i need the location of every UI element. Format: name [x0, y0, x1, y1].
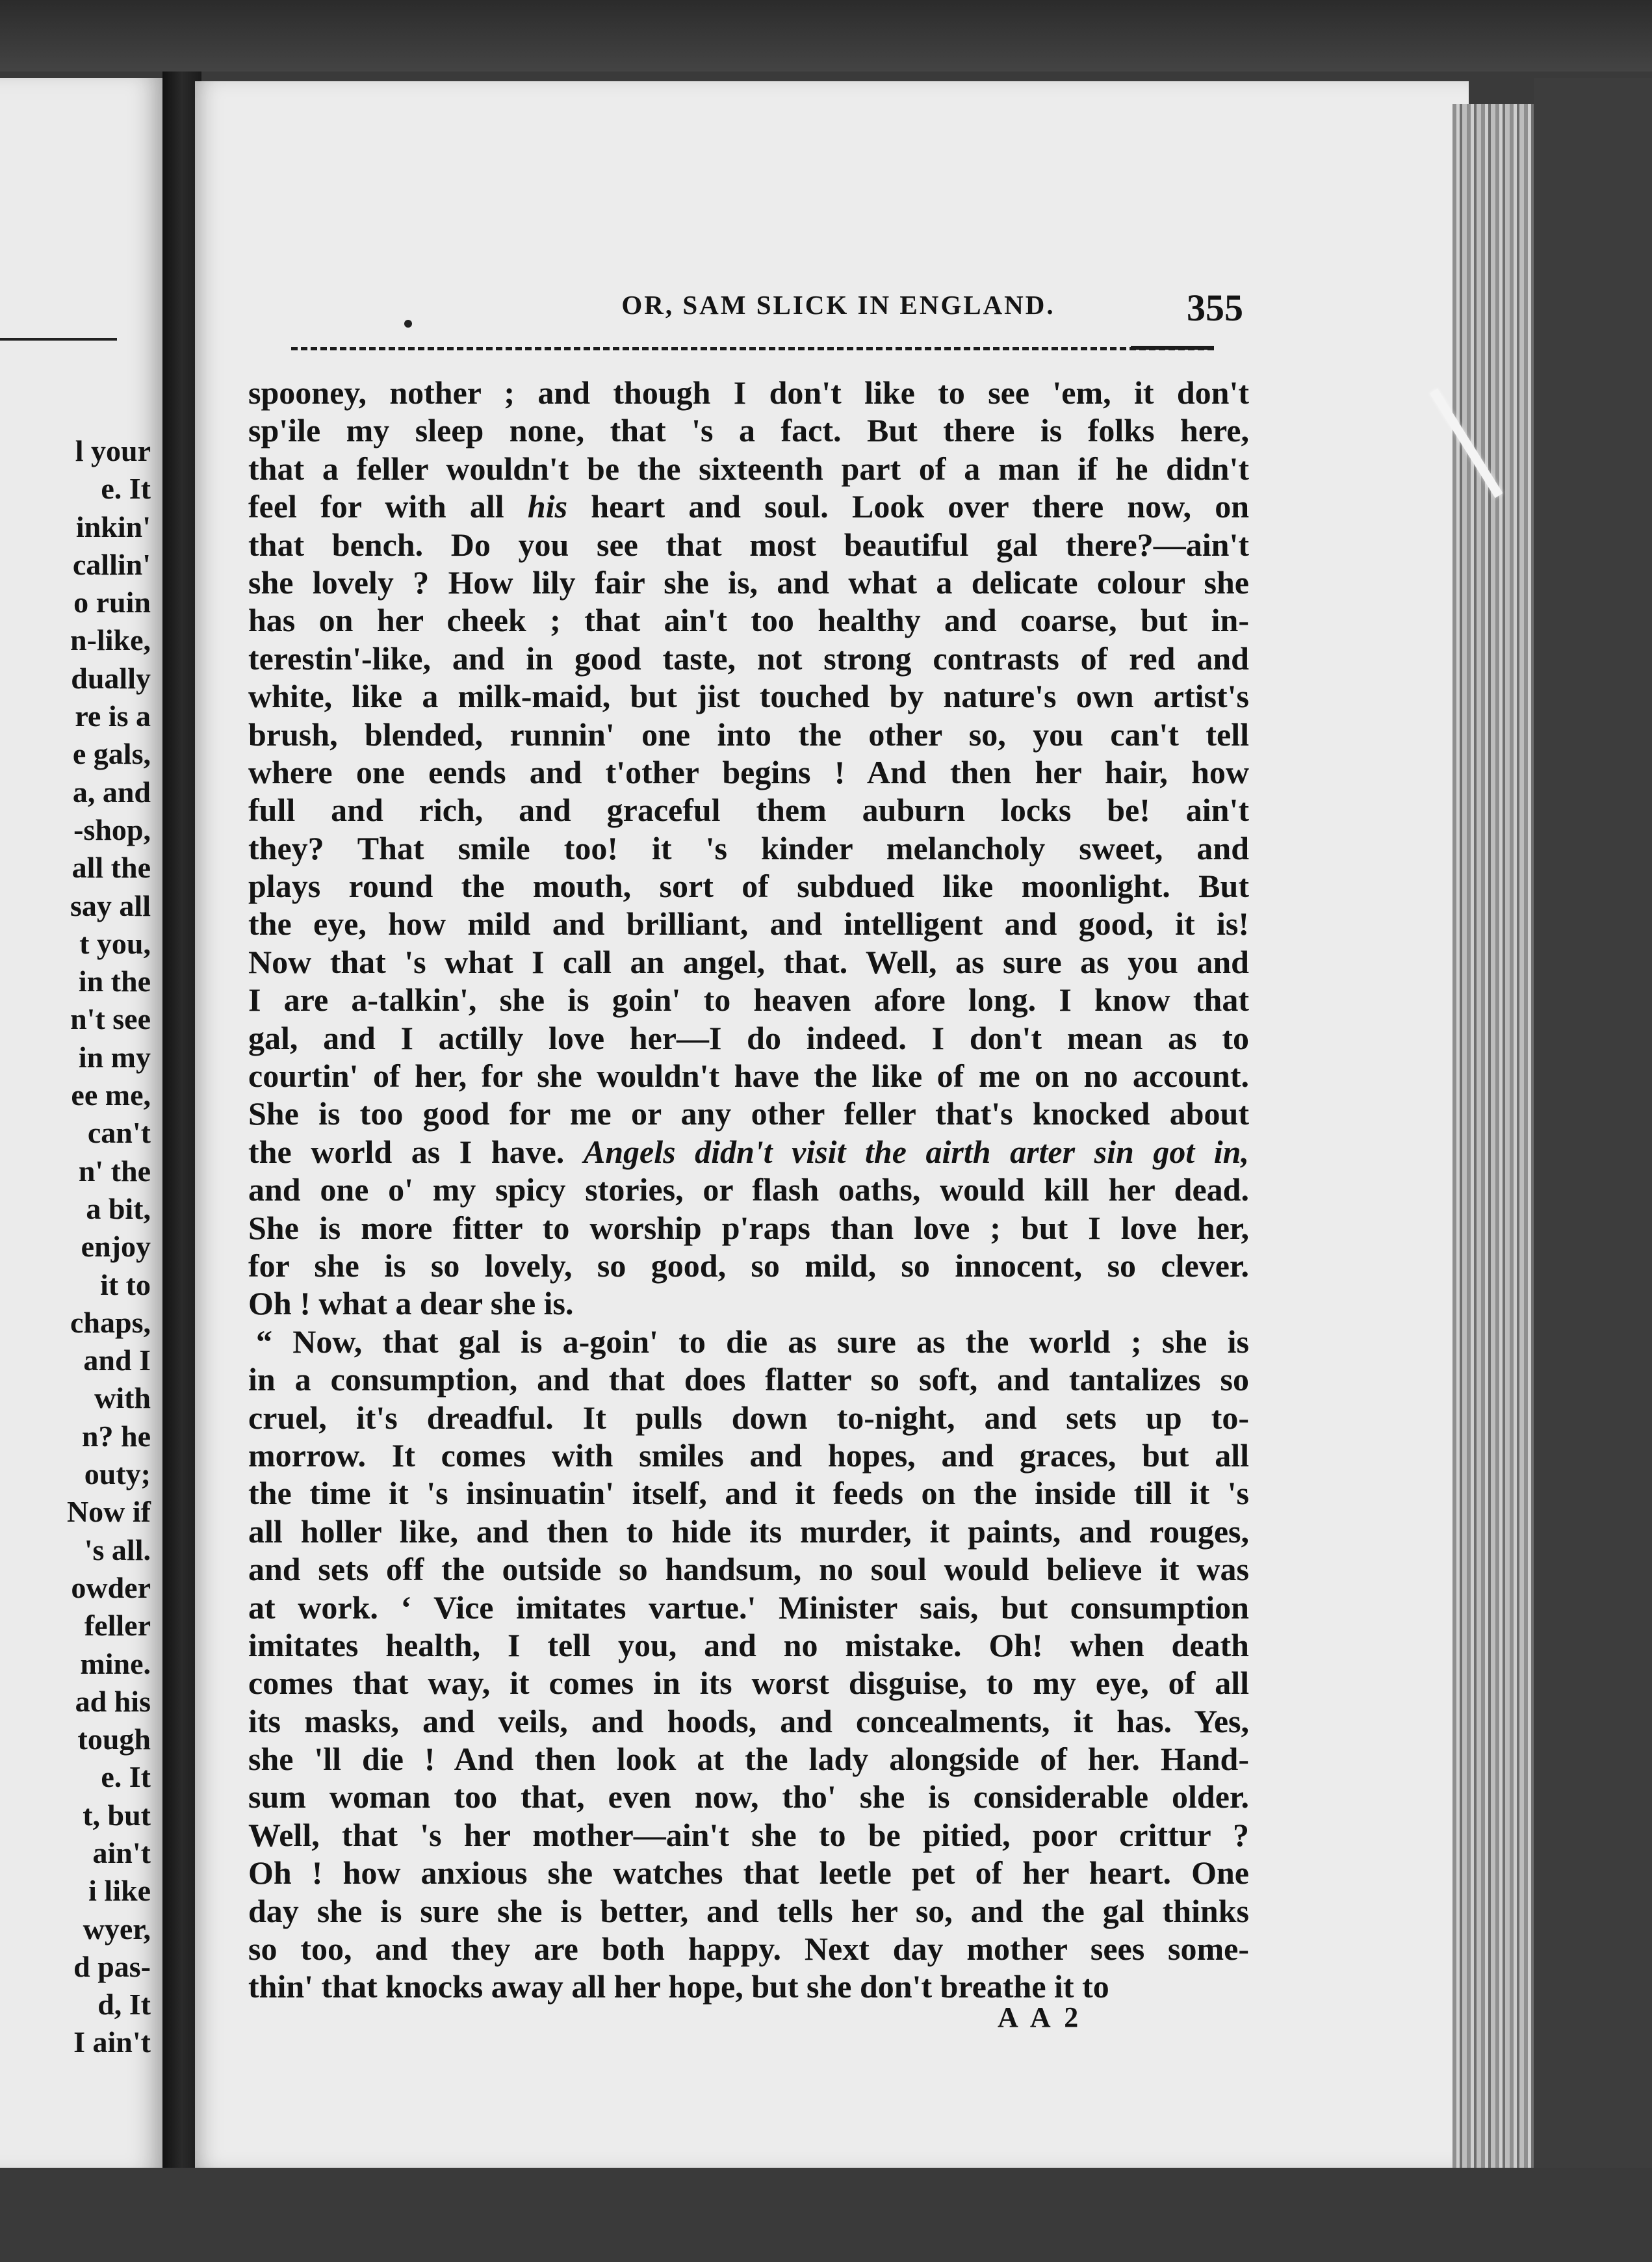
left-text-line: ain't [92, 1836, 151, 1869]
signature-mark: A A 2 [998, 2001, 1083, 2033]
left-text-line: e. It [101, 472, 151, 506]
text-line: feel for with all his heart and soul. Look over there now, on [248, 488, 1250, 525]
left-text-line: tough [77, 1722, 151, 1756]
left-text-line: n't see [70, 1002, 151, 1036]
text-line: Now that 's what I call an angel, that. Well, as sure as you and [248, 943, 1249, 980]
left-page-text [0, 432, 151, 2062]
left-text-line: in the [78, 965, 151, 998]
left-page-header-rule [0, 338, 117, 341]
text-line: imitates health, I tell you, and no mistake. Oh! when death [248, 1626, 1249, 1663]
left-text-line: d, It [97, 1988, 151, 2022]
text-line: for she is so lovely, so good, so mild, so innocent, so clever. [248, 1247, 1249, 1284]
text-line: and sets off the outside so handsum, no soul would believe it was [248, 1551, 1249, 1588]
text-line: She is more fitter to worship p'raps than love ; but I love her, [248, 1209, 1249, 1246]
left-text-line: n? he [81, 1419, 151, 1453]
text-line: has on her cheek ; that ain't too healthy and coarse, but in- [248, 602, 1249, 639]
left-text-line: inkin' [75, 510, 151, 543]
text-line: Well, that 's her mother—ain't she to be pitied, poor crittur ? [248, 1816, 1249, 1853]
body-text [248, 374, 1249, 2006]
text-line: brush, blended, runnin' one into the other so, you can't tell [248, 716, 1249, 753]
left-text-line: d pas- [73, 1949, 151, 1983]
text-line: plays round the mouth, sort of subdued like moonlight. But [248, 868, 1249, 905]
left-text-line: a bit, [86, 1191, 151, 1225]
text-line: she lovely ? How lily fair she is, and what a delicate colour she [248, 564, 1249, 601]
header-rule-solid [1131, 346, 1214, 350]
text-line: all holler like, and then to hide its murder, it paints, and rouges, [248, 1513, 1249, 1550]
text-line: its masks, and veils, and hoods, and concealments, it has. Yes, [248, 1702, 1249, 1739]
text-line: sp'ile my sleep none, that 's a fact. But there is folks here, [248, 412, 1249, 449]
left-text-line: wyer, [83, 1912, 151, 1945]
text-line: gal, and I actilly love her—I do indeed. I don't mean as to [248, 1019, 1249, 1056]
text-line: spooney, nother ; and though I don't like to see 'em, it don't [248, 374, 1249, 411]
text-line: day she is sure she is better, and tells her so, and the gal thinks [248, 1892, 1249, 1929]
text-line: “ Now, that gal is a-goin' to die as sure as the world ; she is [256, 1323, 1249, 1360]
text-line: I are a-talkin', she is goin' to heaven afore long. I know that [248, 982, 1249, 1019]
text-line: so too, and they are both happy. Next day mother sees some- [248, 1930, 1249, 1968]
header-dot [404, 320, 412, 328]
left-text-line: can't [87, 1116, 151, 1150]
text-line: where one eends and t'other begins ! And then her hair, how [248, 753, 1249, 790]
left-text-line: in my [78, 1040, 151, 1074]
left-text-line: t you, [79, 926, 151, 960]
text-line: thin' that knocks away all her hope, but she don't breathe it to [248, 1968, 1109, 2005]
left-text-line: ee me, [71, 1078, 151, 1112]
text-line: in a consumption, and that does flatter so soft, and tantalizes so [248, 1361, 1249, 1398]
text-line: and one o' my spicy stories, or flash oaths, would kill her dead. [248, 1171, 1249, 1208]
text-line: morrow. It comes with smiles and hopes, and graces, but all [248, 1436, 1249, 1474]
left-text-line: say all [70, 889, 151, 922]
left-text-line: feller [84, 1609, 151, 1643]
left-text-line: owder [71, 1570, 151, 1604]
left-text-line: it to [100, 1268, 151, 1301]
text-line: that bench. Do you see that most beautiful gal there?—ain't [248, 526, 1249, 563]
left-text-line: and I [83, 1344, 151, 1377]
left-text-line: e. It [101, 1760, 151, 1794]
left-text-line: l your [75, 434, 151, 467]
left-text-line: 's all. [84, 1533, 151, 1566]
text-line: the time it 's insinuatin' itself, and it feeds on the inside till it 's [248, 1475, 1249, 1512]
emphasis: his [527, 488, 568, 525]
left-text-line: n-like, [70, 623, 151, 657]
text-line: terestin'-like, and in good taste, not strong contrasts of red and [248, 640, 1249, 677]
text-line: she 'll die ! And then look at the lady alongside of her. Hand- [248, 1741, 1249, 1778]
text-line: at work. ‘ Vice imitates vartue.' Minister sais, but consumption [248, 1589, 1249, 1626]
left-text-line: chaps, [70, 1305, 151, 1339]
left-text-line: callin' [72, 547, 151, 581]
left-text-line: dually [71, 661, 151, 695]
left-text-line: outy; [84, 1457, 151, 1491]
text-line: full and rich, and graceful them auburn locks be! ain't [248, 792, 1249, 829]
emphasis: Angels didn't visit the airth arter sin got in, [583, 1133, 1249, 1170]
text-line: that a feller wouldn't be the sixteenth part of a man if he didn't [248, 450, 1249, 487]
left-text-line: n' the [78, 1154, 151, 1188]
text-line: Oh ! what a dear she is. [248, 1285, 574, 1322]
text-line: they? That smile too! it 's kinder melancholy sweet, and [248, 829, 1249, 866]
left-text-line: re is a [75, 699, 151, 733]
text-line: She is too good for me or any other feller that's knocked about [248, 1095, 1249, 1132]
left-facing-page [0, 78, 162, 2171]
text-line: white, like a milk-maid, but jist touched by nature's own artist's [248, 678, 1249, 715]
text-line: the eye, how mild and brilliant, and intelligent and good, it is! [248, 905, 1249, 942]
left-text-line: Now if [66, 1495, 151, 1529]
left-text-line: i like [88, 1874, 151, 1908]
text-line: Oh ! how anxious she watches that leetle pet of her heart. One [248, 1854, 1249, 1892]
left-text-line: o ruin [73, 586, 151, 619]
text-line: the world as I have. Angels didn't visit the airth arter sin got in, [248, 1133, 1249, 1170]
text-line: comes that way, it comes in its worst disguise, to my eye, of all [248, 1665, 1249, 1702]
left-text-line: a, and [72, 775, 151, 809]
page-edges [1452, 104, 1534, 2171]
left-text-line: e gals, [72, 737, 151, 771]
left-text-line: all the [71, 851, 151, 885]
left-text-line: ad his [75, 1684, 151, 1718]
left-text-line: enjoy [81, 1230, 151, 1264]
left-text-line: t, but [83, 1798, 151, 1832]
text-line: sum woman too that, even now, tho' she is considerable older. [248, 1778, 1249, 1815]
header-rule [291, 347, 1214, 350]
running-header: OR, SAM SLICK IN ENGLAND. [621, 290, 1055, 320]
text-line: cruel, it's dreadful. It pulls down to-night, and sets up to- [248, 1399, 1249, 1436]
left-text-line: with [94, 1381, 151, 1415]
left-text-line: mine. [80, 1646, 151, 1680]
left-text-line: I ain't [73, 2025, 151, 2059]
scan-background-right [1534, 78, 1652, 2262]
text-line: courtin' of her, for she wouldn't have the like of me on no account. [248, 1058, 1249, 1095]
left-text-line: -shop, [73, 812, 151, 846]
scan-background-bottom [0, 2168, 1652, 2262]
page-number: 355 [1187, 287, 1243, 329]
scan-background-top [0, 0, 1652, 72]
